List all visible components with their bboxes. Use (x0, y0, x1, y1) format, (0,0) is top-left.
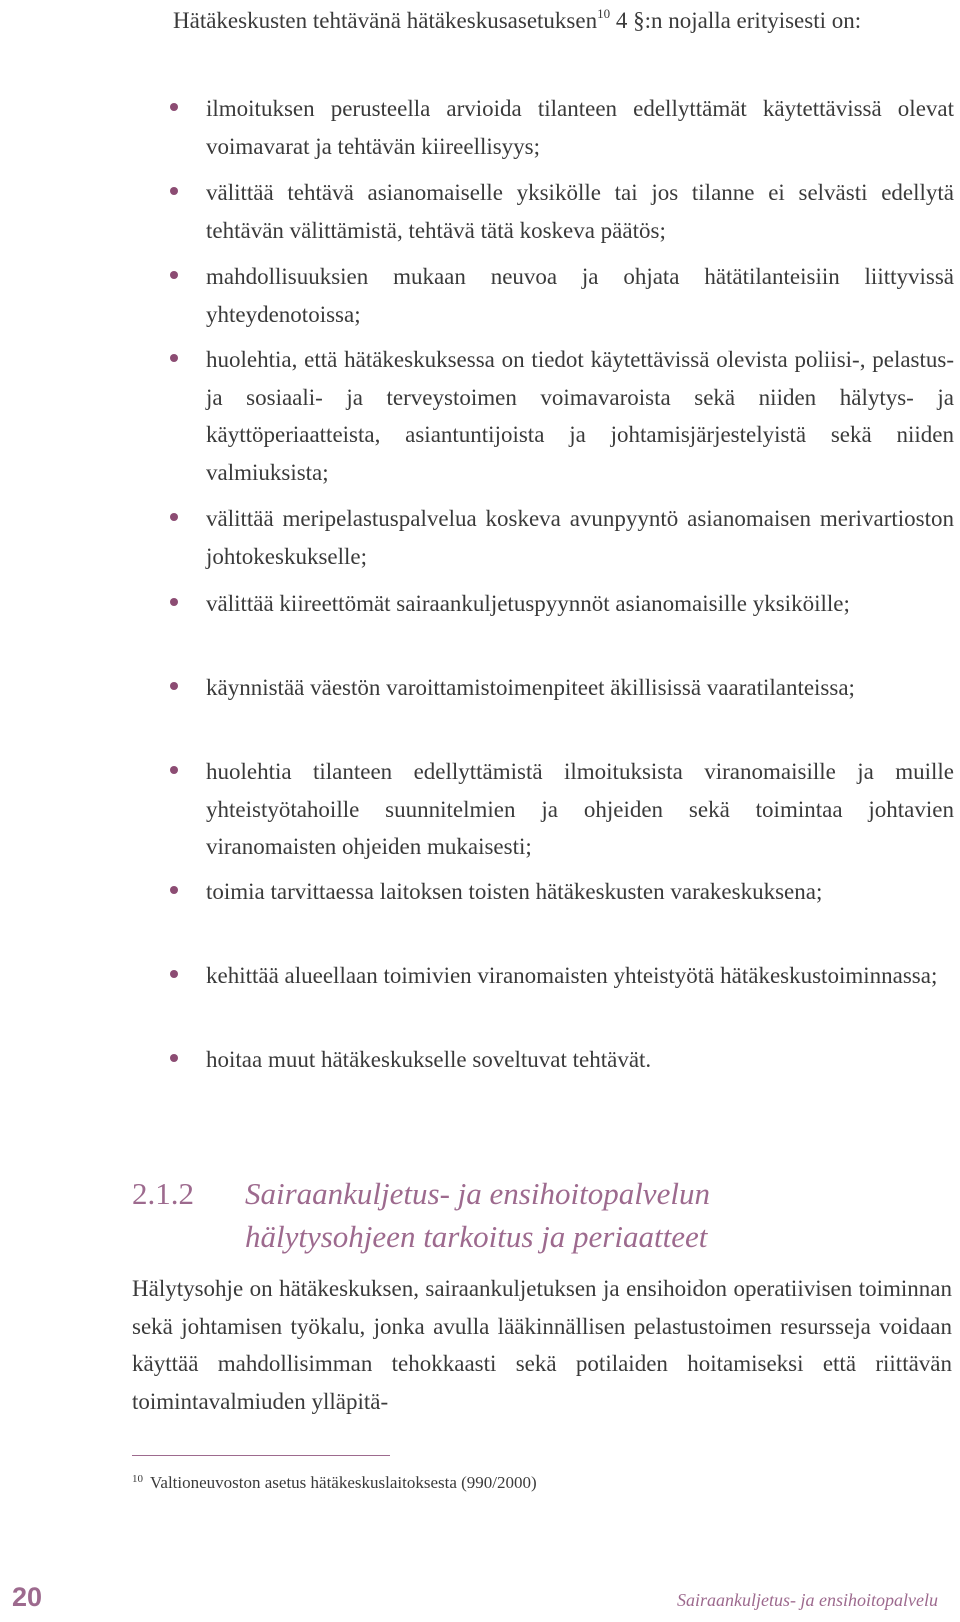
footnote-reference[interactable]: 10 (597, 6, 611, 21)
footnote-text: Valtioneuvoston asetus hätäkeskuslaitoksesta (990/2000) (150, 1473, 537, 1492)
section-heading (132, 1172, 952, 1258)
bullet-icon (170, 970, 178, 978)
bullet-icon (170, 187, 178, 195)
bullet-icon (170, 766, 178, 774)
list-item: huolehtia tilanteen edellyttämistä ilmoituksista viranomaisille ja muille yhteistyötahoille suunnitelmien ja ohjeiden sekä toimintaa johtavien viranomaisten ohjeiden mukaisesti; (174, 753, 954, 866)
bullet-icon (170, 103, 178, 111)
list-item: ilmoituksen perusteella arvioida tilanteen edellyttämät käytettävissä olevat voimavarat ja tehtävän kiireellisyys; (174, 90, 954, 165)
bullet-icon (170, 513, 178, 521)
list-item: toimia tarvittaessa laitoksen toisten hätäkeskusten varakeskuksena; (174, 873, 954, 911)
footnote-number: 10 (132, 1473, 143, 1485)
intro-text: Hätäkeskusten tehtävänä hätäkeskusasetuksen (173, 8, 598, 33)
section-number: 2.1.2 (132, 1176, 194, 1211)
list-item: välittää kiireettömät sairaankuljetuspyynnöt asianomaisille yksiköille; (174, 585, 954, 623)
list-item: mahdollisuuksien mukaan neuvoa ja ohjata hätätilanteisiin liittyvissä yhteydenotoissa; (174, 258, 954, 333)
list-item: huolehtia, että hätäkeskuksessa on tiedot käytettävissä olevista poliisi-, pelastus- ja sosiaali- ja terveystoimen voimavaroista sekä niiden hälytys- ja käyttöperiaatteista, asiantuntijoista ja johtamisjärjestelyistä sekä niiden valmiuksista; (174, 341, 954, 491)
list-item: käynnistää väestön varoittamistoimenpiteet äkillisissä vaaratilanteissa; (174, 669, 954, 707)
bullet-icon (170, 598, 178, 606)
intro-paragraph (132, 2, 952, 40)
running-footer: Sairaankuljetus- ja ensihoitopalvelu (677, 1590, 938, 1610)
bullet-icon (170, 682, 178, 690)
bullet-icon (170, 354, 178, 362)
bullet-icon (170, 1054, 178, 1062)
page-number: 20 (12, 1582, 43, 1612)
footnote (132, 1470, 537, 1496)
intro-text-end: 4 §:n nojalla erityisesti on: (610, 8, 862, 33)
list-item: kehittää alueellaan toimivien viranomaisten yhteistyötä hätäkeskustoiminnassa; (174, 957, 954, 995)
footnote-divider (132, 1455, 390, 1456)
list-item: välittää meripelastuspalvelua koskeva avunpyyntö asianomaisen merivartioston johtokeskukselle; (174, 500, 954, 575)
section-title: Sairaankuljetus- ja ensihoitopalvelun hälytysohjeen tarkoitus ja periaatteet (245, 1176, 710, 1254)
list-item: välittää tehtävä asianomaiselle yksikölle tai jos tilanne ei selvästi edellytä tehtävän välittämistä, tehtävä tätä koskeva päätös; (174, 174, 954, 249)
bullet-icon (170, 886, 178, 894)
list-item: hoitaa muut hätäkeskukselle soveltuvat tehtävät. (174, 1041, 954, 1079)
bullet-icon (170, 271, 178, 279)
body-paragraph: Hälytysohje on hätäkeskuksen, sairaankuljetuksen ja ensihoidon operatiivisen toiminnan sekä johtamisen työkalu, jonka avulla lääkinnällisen pelastustoimen resursseja voidaan käyttää mahdollisimman tehokkaasti sekä potilaiden hoitamiseksi että riittävän toimintavalmiuden ylläpitä- (132, 1276, 952, 1414)
